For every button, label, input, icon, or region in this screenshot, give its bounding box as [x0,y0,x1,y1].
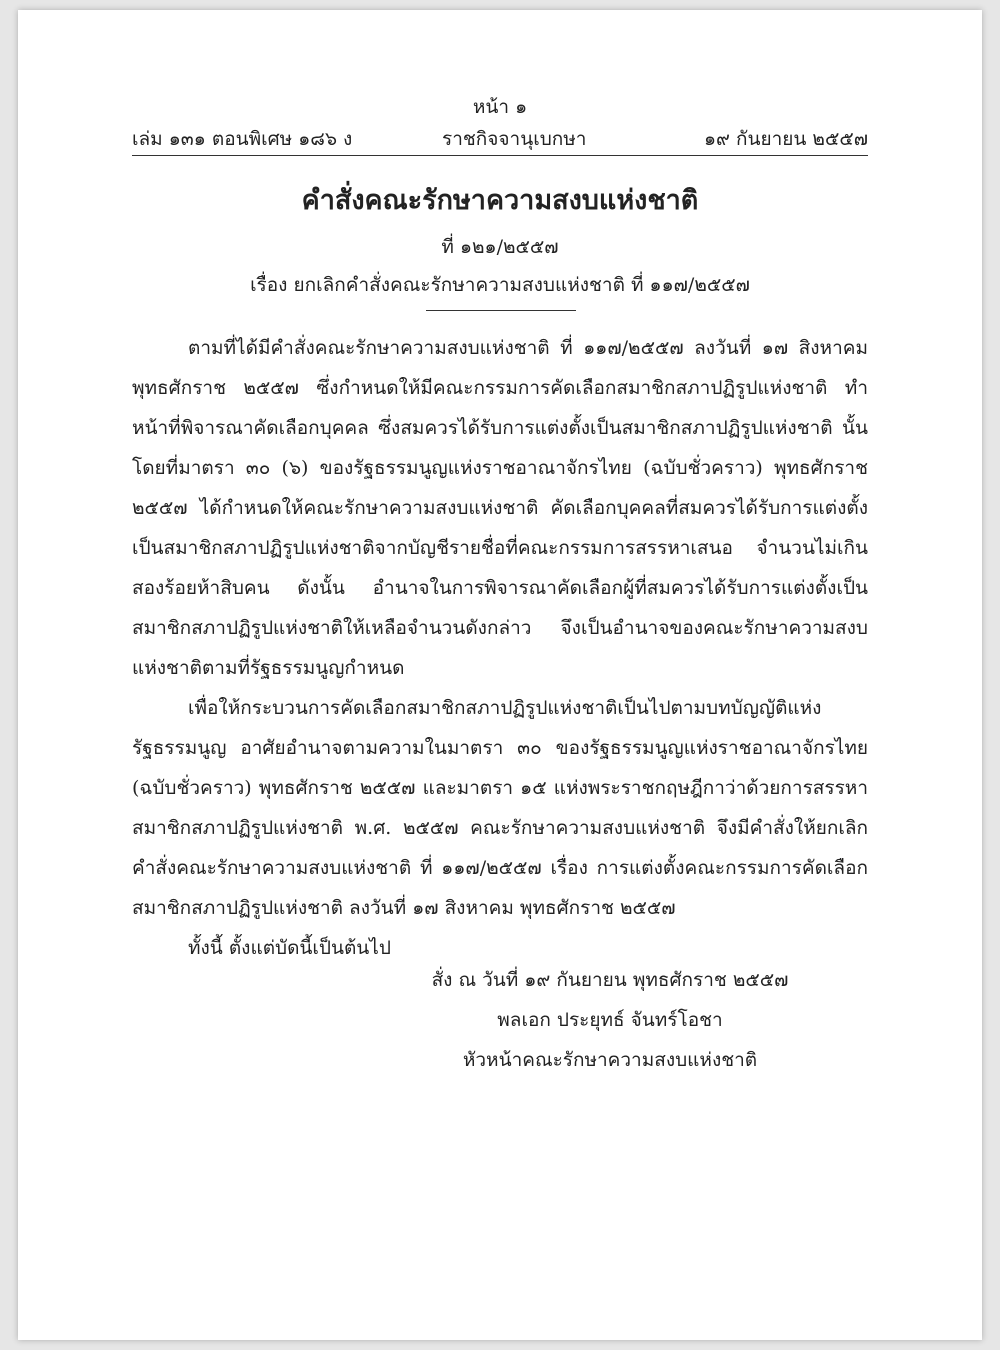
header-divider [132,155,868,156]
issued-date: สั่ง ณ วันที่ ๑๙ กันยายน พุทธศักราช ๒๕๕๗ [431,969,789,991]
gazette-header [132,124,868,156]
page-number: หน้า ๑ [472,96,528,118]
gazette-name: ราชกิจจานุเบกษา [442,128,587,150]
document-title: คำสั่งคณะรักษาความสงบแห่งชาติ [301,185,699,216]
volume-issue: เล่ม ๑๓๑ ตอนพิเศษ ๑๘๖ ง [132,128,353,150]
body-paragraph: ทั้งนี้ ตั้งแต่บัดนี้เป็นต้นไป [188,937,391,959]
order-subject: เรื่อง ยกเลิกคำสั่งคณะรักษาความสงบแห่งชาติ ที่ ๑๑๗/๒๕๕๗ [250,274,750,296]
gazette-date: ๑๙ กันยายน ๒๕๕๗ [703,128,868,150]
subject-divider [426,310,576,311]
document-body [132,328,868,968]
signatory-position: หัวหน้าคณะรักษาความสงบแห่งชาติ [462,1049,758,1071]
body-paragraph: เพื่อให้กระบวนการคัดเลือกสมาชิกสภาปฏิรูปแห่งชาติเป็นไปตามบทบัญญัติแห่งรัฐธรรมนูญ อาศัยอำนาจตามความในมาตรา ๓๐ ของรัฐธรรมนูญแห่งราชอาณาจักรไทย (ฉบับชั่วคราว) พุทธศักราช ๒๕๕๗ และมาตรา ๑๕ แห่งพระราชกฤษฎีกาว่าด้วยการสรรหาสมาชิกสภาปฏิรูปแห่งชาติ พ.ศ. ๒๕๕๗ คณะรักษาความสงบแห่งชาติ จึงมีคำสั่งให้ยกเลิกคำสั่งคณะรักษาความสงบแห่งชาติ ที่ ๑๑๗/๒๕๕๗ เรื่อง การแต่งตั้งคณะกรรมการคัดเลือกสมาชิกสภาปฏิรูปแห่งชาติ ลงวันที่ ๑๗ สิงหาคม พุทธศักราช ๒๕๕๗ [132,697,868,919]
signatory-name: พลเอก ประยุทธ์ จันทร์โอชา [497,1009,723,1031]
order-number: ที่ ๑๒๑/๒๕๕๗ [441,236,559,258]
body-paragraph: ตามที่ได้มีคำสั่งคณะรักษาความสงบแห่งชาติ ที่ ๑๑๗/๒๕๕๗ ลงวันที่ ๑๗ สิงหาคม พุทธศักราช ๒๕๕๗ ซึ่งกำหนดให้มีคณะกรรมการคัดเลือกสมาชิกสภาปฏิรูปแห่งชาติ ทำหน้าที่พิจารณาคัดเลือกบุคคล ซึ่งสมควรได้รับการแต่งตั้งเป็นสมาชิกสภาปฏิรูปแห่งชาติ นั้น โดยที่มาตรา ๓๐ (๖) ของรัฐธรรมนูญแห่งราชอาณาจักรไทย (ฉบับชั่วคราว) พุทธศักราช ๒๕๕๗ ได้กำหนดให้คณะรักษาความสงบแห่งชาติ คัดเลือกบุคคลที่สมควรได้รับการแต่งตั้งเป็นสมาชิกสภาปฏิรูปแห่งชาติจากบัญชีรายชื่อที่คณะกรรมการสรรหาเสนอ จำนวนไม่เกินสองร้อยห้าสิบคน ดังนั้น อำนาจในการพิจารณาคัดเลือกผู้ที่สมควรได้รับการแต่งตั้งเป็นสมาชิกสภาปฏิรูปแห่งชาติให้เหลือจำนวนดังกล่าว จึงเป็นอำนาจของคณะรักษาความสงบแห่งชาติตามที่รัฐธรรมนูญกำหนด [132,337,868,679]
signature-block [132,960,868,1080]
document-page [18,10,982,1340]
